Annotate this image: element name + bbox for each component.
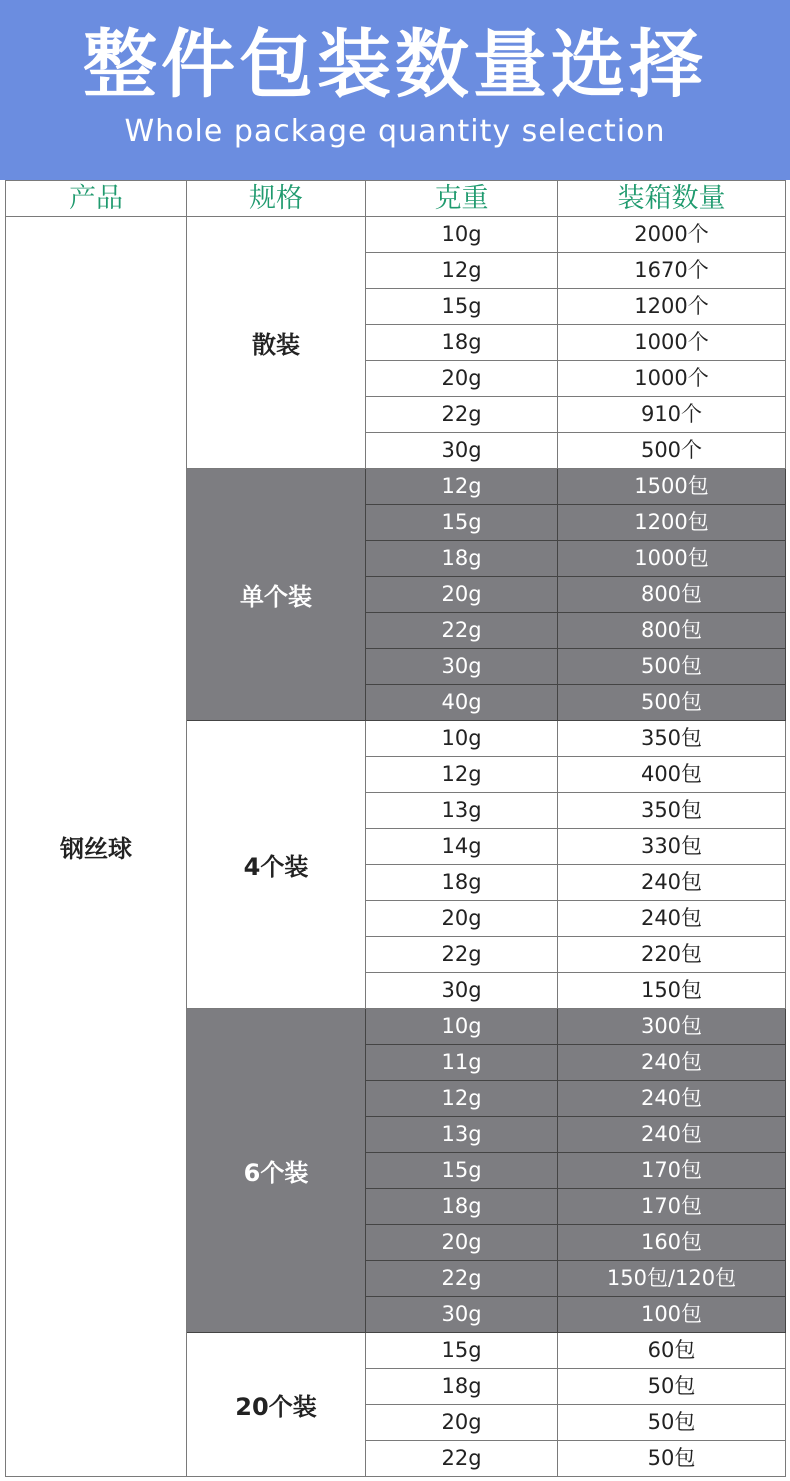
weight-cell: 22g (366, 937, 558, 973)
weight-cell: 15g (366, 289, 558, 325)
quantity-cell: 400包 (558, 757, 786, 793)
weight-cell: 22g (366, 397, 558, 433)
weight-cell: 15g (366, 505, 558, 541)
page-title: 整件包装数量选择 (83, 22, 707, 108)
weight-cell: 12g (366, 253, 558, 289)
quantity-cell: 800包 (558, 613, 786, 649)
table-header-row (6, 181, 786, 217)
weight-cell: 12g (366, 469, 558, 505)
quantity-cell: 910个 (558, 397, 786, 433)
quantity-cell: 1200包 (558, 505, 786, 541)
quantity-cell: 240包 (558, 901, 786, 937)
spec-cell: 20个装 (187, 1333, 366, 1477)
column-header-quantity: 装箱数量 (558, 181, 786, 217)
quantity-cell: 50包 (558, 1441, 786, 1477)
quantity-cell: 500包 (558, 685, 786, 721)
quantity-cell: 240包 (558, 865, 786, 901)
quantity-cell: 240包 (558, 1117, 786, 1153)
quantity-cell: 160包 (558, 1225, 786, 1261)
quantity-cell: 350包 (558, 721, 786, 757)
weight-cell: 13g (366, 1117, 558, 1153)
spec-cell: 单个装 (187, 469, 366, 721)
weight-cell: 22g (366, 613, 558, 649)
weight-cell: 30g (366, 433, 558, 469)
quantity-cell: 2000个 (558, 217, 786, 253)
weight-cell: 18g (366, 1189, 558, 1225)
table-row (6, 217, 786, 253)
spec-cell: 4个装 (187, 721, 366, 1009)
weight-cell: 30g (366, 1297, 558, 1333)
quantity-cell: 330包 (558, 829, 786, 865)
weight-cell: 22g (366, 1261, 558, 1297)
weight-cell: 18g (366, 865, 558, 901)
weight-cell: 20g (366, 1225, 558, 1261)
weight-cell: 15g (366, 1333, 558, 1369)
quantity-cell: 1000个 (558, 361, 786, 397)
weight-cell: 20g (366, 1405, 558, 1441)
weight-cell: 40g (366, 685, 558, 721)
quantity-cell: 50包 (558, 1405, 786, 1441)
packaging-table (5, 180, 786, 1477)
quantity-cell: 1670个 (558, 253, 786, 289)
quantity-cell: 500个 (558, 433, 786, 469)
quantity-cell: 240包 (558, 1081, 786, 1117)
quantity-cell: 50包 (558, 1369, 786, 1405)
weight-cell: 12g (366, 1081, 558, 1117)
weight-cell: 10g (366, 721, 558, 757)
quantity-cell: 1500包 (558, 469, 786, 505)
weight-cell: 20g (366, 577, 558, 613)
quantity-cell: 60包 (558, 1333, 786, 1369)
weight-cell: 30g (366, 973, 558, 1009)
quantity-cell: 300包 (558, 1009, 786, 1045)
quantity-cell: 150包/120包 (558, 1261, 786, 1297)
weight-cell: 12g (366, 757, 558, 793)
quantity-cell: 100包 (558, 1297, 786, 1333)
weight-cell: 10g (366, 217, 558, 253)
quantity-cell: 1000包 (558, 541, 786, 577)
weight-cell: 20g (366, 901, 558, 937)
quantity-cell: 170包 (558, 1189, 786, 1225)
weight-cell: 20g (366, 361, 558, 397)
weight-cell: 13g (366, 793, 558, 829)
weight-cell: 22g (366, 1441, 558, 1477)
quantity-cell: 240包 (558, 1045, 786, 1081)
quantity-cell: 800包 (558, 577, 786, 613)
weight-cell: 11g (366, 1045, 558, 1081)
weight-cell: 18g (366, 1369, 558, 1405)
weight-cell: 18g (366, 541, 558, 577)
column-header-spec: 规格 (187, 181, 366, 217)
weight-cell: 18g (366, 325, 558, 361)
quantity-cell: 1000个 (558, 325, 786, 361)
quantity-cell: 150包 (558, 973, 786, 1009)
spec-cell: 散装 (187, 217, 366, 469)
weight-cell: 10g (366, 1009, 558, 1045)
column-header-weight: 克重 (366, 181, 558, 217)
quantity-cell: 500包 (558, 649, 786, 685)
weight-cell: 15g (366, 1153, 558, 1189)
quantity-cell: 1200个 (558, 289, 786, 325)
product-cell: 钢丝球 (6, 217, 187, 1477)
quantity-cell: 170包 (558, 1153, 786, 1189)
header-banner (0, 0, 790, 180)
weight-cell: 30g (366, 649, 558, 685)
quantity-cell: 350包 (558, 793, 786, 829)
spec-cell: 6个装 (187, 1009, 366, 1333)
page-subtitle: Whole package quantity selection (124, 114, 666, 149)
table-body (6, 217, 786, 1477)
quantity-cell: 220包 (558, 937, 786, 973)
weight-cell: 14g (366, 829, 558, 865)
column-header-product: 产品 (6, 181, 187, 217)
